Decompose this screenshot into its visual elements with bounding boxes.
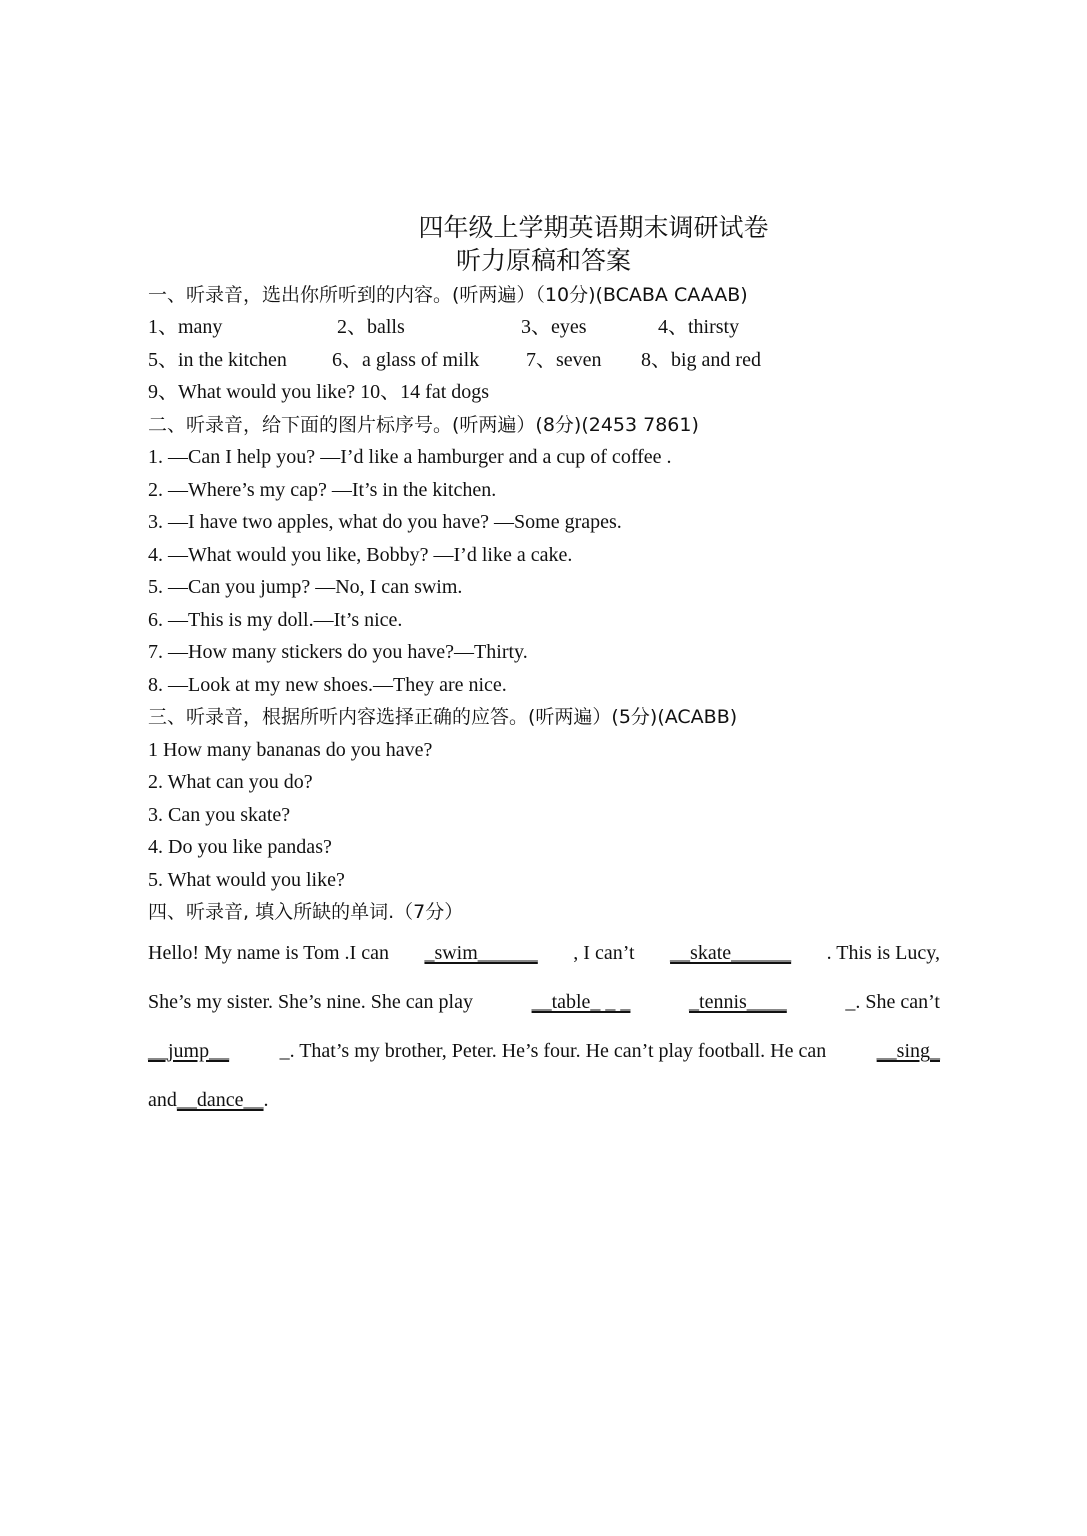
passage-text: , I can’t xyxy=(573,942,635,964)
passage-text: _. That’s my brother, Peter. He’s four. He can’t play football. He can xyxy=(279,1040,827,1062)
s3-item-4: 4. Do you like pandas? xyxy=(148,836,332,858)
passage-line-1 xyxy=(148,939,940,967)
page-subtitle: 听力原稿和答案 xyxy=(455,248,631,275)
answer-blank-table: __table_ _ _ xyxy=(531,991,631,1013)
s1-item-1: 1、many xyxy=(148,316,223,338)
passage-text: . This is Lucy, xyxy=(826,942,940,964)
answer-blank-dance: __dance__ xyxy=(176,1089,264,1111)
passage-line-3 xyxy=(148,1037,940,1065)
s1-item-9-10: 9、What would you like? 10、14 fat dogs xyxy=(148,381,490,403)
s2-item-4: 4. —What would you like, Bobby? —I’d like a cake. xyxy=(148,544,573,566)
s2-item-5: 5. —Can you jump? —No, I can swim. xyxy=(148,576,463,598)
s1-item-3: 3、eyes xyxy=(521,316,587,338)
passage-text: She’s my sister. She’s nine. She can play xyxy=(148,991,473,1013)
answer-blank-sing: __sing_ xyxy=(876,1040,940,1062)
s2-item-7: 7. —How many stickers do you have?—Thirty. xyxy=(148,641,528,663)
answer-blank-swim: _swim______ xyxy=(424,942,538,964)
s3-item-2: 2. What can you do? xyxy=(148,771,313,793)
passage-text: Hello! My name is Tom .I can xyxy=(148,942,389,964)
passage-text: . xyxy=(263,1089,269,1111)
answer-blank-skate: __skate______ xyxy=(670,942,792,964)
passage-line-2 xyxy=(148,988,940,1016)
s2-item-8: 8. —Look at my new shoes.—They are nice. xyxy=(148,674,507,696)
passage-line-4 xyxy=(148,1086,269,1114)
page-title: 四年级上学期英语期末调研试卷 xyxy=(418,215,769,242)
s2-item-2: 2. —Where’s my cap? —It’s in the kitchen. xyxy=(148,479,497,501)
s1-item-2: 2、balls xyxy=(337,316,405,338)
s3-item-1: 1 How many bananas do you have? xyxy=(148,739,433,761)
s1-item-5: 5、in the kitchen xyxy=(148,349,287,371)
s3-item-3: 3. Can you skate? xyxy=(148,804,291,826)
s1-item-8: 8、big and red xyxy=(641,349,761,371)
s3-item-5: 5. What would you like? xyxy=(148,869,345,891)
section1-heading: 一、听录音，选出你所听到的内容。(听两遍）（10分)(BCABA CAAAB) xyxy=(148,284,748,306)
passage-text: and xyxy=(148,1089,177,1111)
answer-blank-jump: __jump__ xyxy=(148,1040,230,1062)
s2-item-3: 3. —I have two apples, what do you have? —Some grapes. xyxy=(148,511,622,533)
s1-item-4: 4、thirsty xyxy=(658,316,740,338)
s2-item-6: 6. —This is my doll.—It’s nice. xyxy=(148,609,403,631)
section4-heading: 四、听录音, 填入所缺的单词.（7分） xyxy=(148,901,464,923)
section3-heading: 三、听录音，根据所听内容选择正确的应答。(听两遍）(5分)(ACABB) xyxy=(148,706,738,728)
s1-item-6: 6、a glass of milk xyxy=(332,349,480,371)
section2-heading: 二、听录音，给下面的图片标序号。(听两遍）(8分)(2453 7861) xyxy=(148,414,699,436)
answer-blank-tennis: _tennis____ xyxy=(689,991,787,1013)
passage-text: _. She can’t xyxy=(845,991,940,1013)
s1-item-7: 7、seven xyxy=(526,349,602,371)
s2-item-1: 1. —Can I help you? —I’d like a hamburger and a cup of coffee . xyxy=(148,446,672,468)
